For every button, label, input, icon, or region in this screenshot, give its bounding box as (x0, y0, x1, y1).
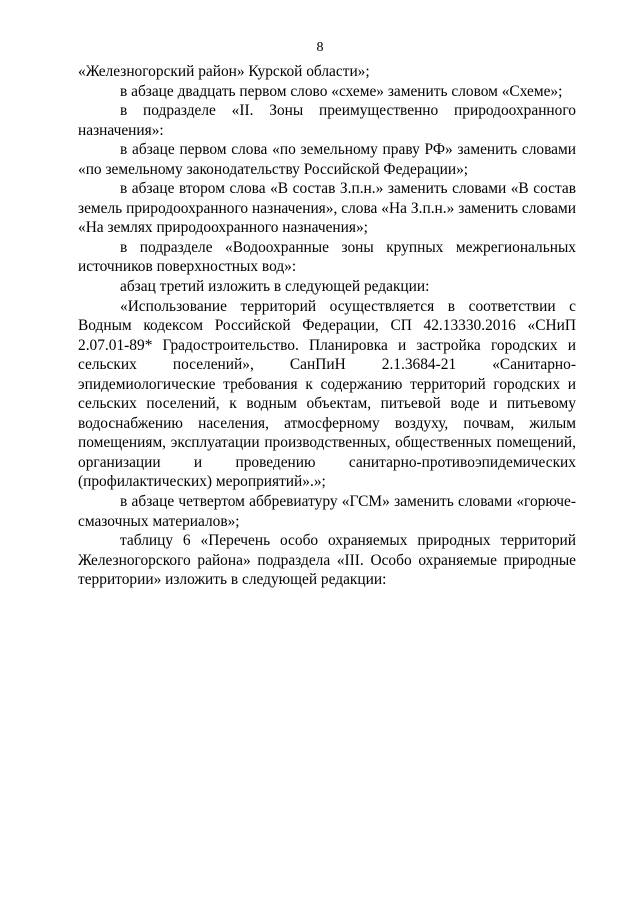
paragraph-subsection-zones: в подразделе «II. Зоны преимущественно природоохранного назначения»: (78, 102, 576, 139)
paragraph-amendment-fourth-abzac: в абзаце четвертом аббревиатуру «ГСМ» заменить словами «горюче-смазочных материалов»; (78, 493, 576, 530)
paragraph-amendment-first-abzac: в абзаце первом слова «по земельному праву РФ» заменить словами «по земельному законодательству Российской Федерации»; (78, 141, 576, 178)
page-number: 8 (316, 40, 324, 55)
paragraph-new-wording-quote: «Использование территорий осуществляется в соответствии с Водным кодексом Российской Федерации, СП 42.13330.2016 «СНиП 2.07.01-89* Градостроительство. Планировка и застройка городских и сельских поселений», СанПиН 2.1.3684-21 «Санитарно-эпидемиологические требования к содержанию территорий городских и сельских поселений, к водным объектам, питьевой воде и питьевому водоснабжению населения, атмосферному воздуху, почвам, жилым помещениям, эксплуатации производственных, общественных помещений, организации и проведению санитарно-противоэпидемических (профилактических) мероприятий».»; (78, 297, 576, 491)
paragraph-subsection-water-zones: в подразделе «Водоохранные зоны крупных межрегиональных источников поверхностных вод»: (78, 238, 576, 276)
paragraph-amendment-schema-word: в абзаце двадцать первом слово «схеме» заменить словом «Схеме»; (120, 82, 563, 100)
paragraph-amendment-second-abzac: в абзаце втором слова «В состав З.п.н.» заменить словами «В состав земель природоохранного назначения», слова «На З.п.н.» заменить словами «На землях природоохранного назначения»; (78, 180, 576, 237)
paragraph-third-abzac-intro: абзац третий изложить в следующей редакции: (120, 278, 430, 296)
document-body (78, 62, 576, 590)
paragraph-continuation: «Железногорский район» Курской области»; (78, 63, 370, 80)
paragraph-table-6-amendment: таблицу 6 «Перечень особо охраняемых природных территорий Железногорского района» подраздела «III. Особо охраняемые природные территории» изложить в следующей редакции: (78, 532, 576, 589)
